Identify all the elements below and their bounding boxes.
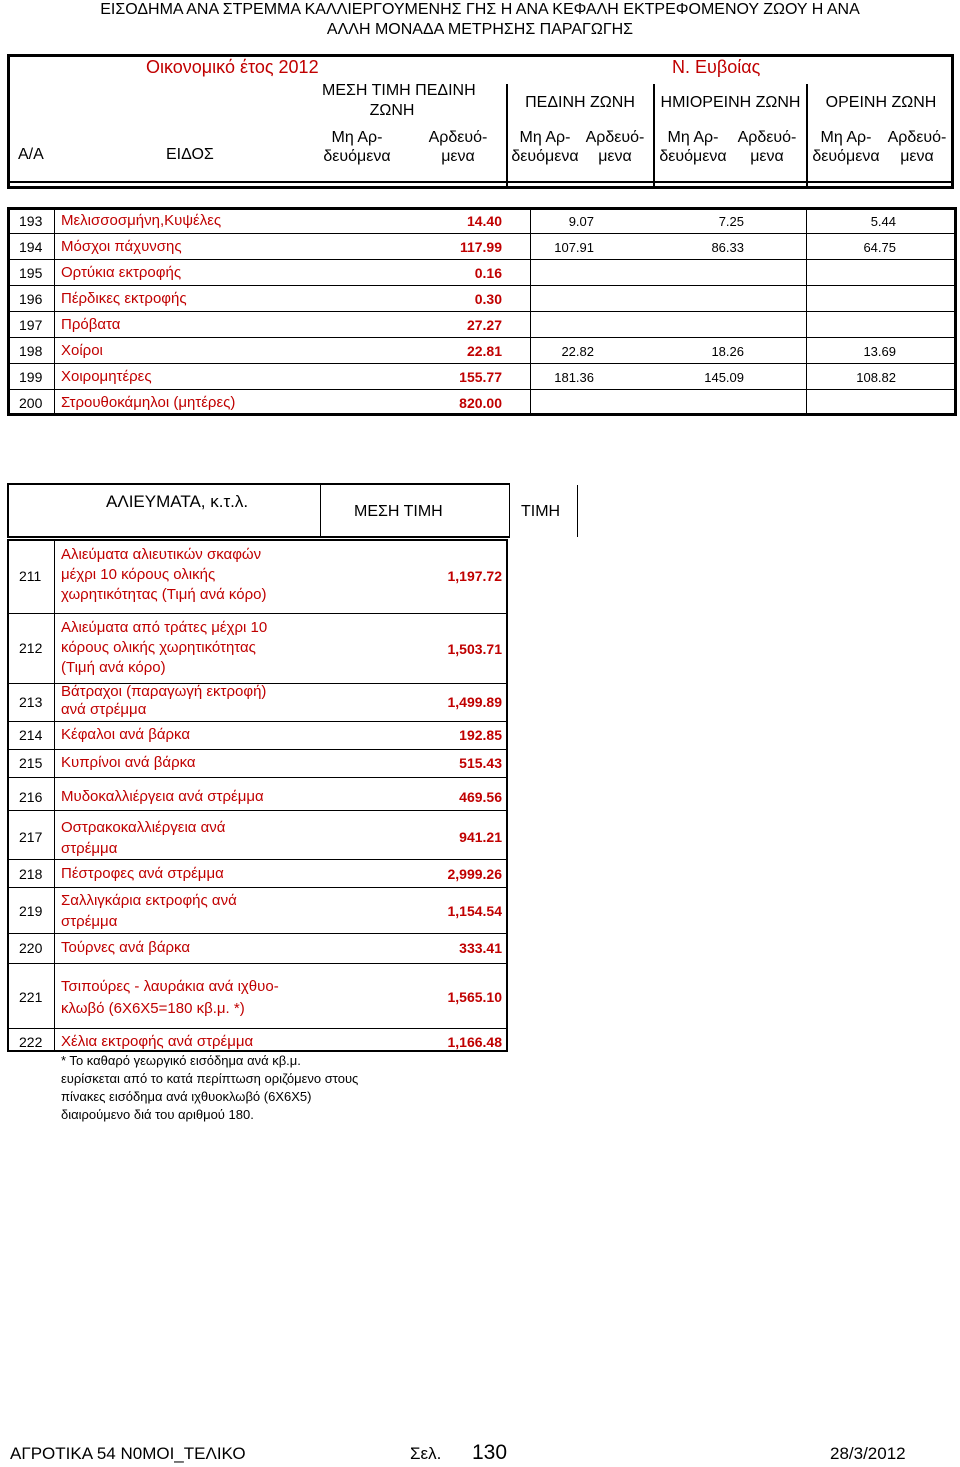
fish-211-aa: 211 [19, 568, 42, 584]
row-198-plain: 22.82 [561, 344, 594, 359]
row-193-plain: 9.07 [568, 214, 594, 229]
row-199-plain: 181.36 [554, 370, 594, 385]
fish-213-aa: 213 [19, 694, 43, 710]
fish-220-aa: 220 [19, 940, 43, 956]
row-196-mean: 0.30 [474, 291, 502, 307]
row-199-mean: 155.77 [459, 369, 502, 385]
plain-nonirrigated-header: Μη Αρ- δευόμενα [511, 129, 579, 165]
fish-217-desc: Οστρακοκαλλιέργεια ανά στρέμμα [61, 819, 226, 857]
row-195-name: Ορτύκια εκτροφής [61, 264, 182, 281]
fish-216-aa: 216 [19, 789, 43, 805]
fish-214-aa: 214 [19, 727, 43, 743]
mean-price-header: ΜΕΣΗ ΤΙΜΗ ΠΕΔΙΝΗ [322, 82, 476, 99]
footer-doc-name: ΑΓΡΟΤΙΚΑ 54 Ν0ΜΟΙ_ΤΕΛΙΚΟ [10, 1444, 246, 1463]
row-198-aa: 198 [19, 343, 43, 359]
fish-218-value: 2,999.26 [447, 866, 502, 882]
row-199-semi: 145.09 [704, 370, 744, 385]
fish-215-aa: 215 [19, 755, 43, 771]
fish-212-value: 1,503.71 [447, 641, 502, 657]
row-194-mountain: 64.75 [863, 240, 896, 255]
fish-215-value: 515.43 [459, 755, 502, 771]
row-200-name: Στρουθοκάμηλοι (μητέρες) [61, 394, 236, 411]
semi-nonirrigated-header: Μη Αρ- δευόμενα [659, 129, 727, 165]
row-200-mean: 820.00 [459, 395, 502, 411]
fish-212-desc: Αλιεύματα από τράτες μέχρι 10 κόρους ολικής χωρητικότητας (Τιμή ανά κόρο) [61, 619, 268, 676]
fish-216-desc: Μυδοκαλλιέργεια ανά στρέμμα [61, 788, 264, 805]
row-200-aa: 200 [19, 395, 43, 411]
mountain-nonirrigated-header: Μη Αρ- δευόμενα [812, 129, 880, 165]
zone-plain-header: ΠΕΔΙΝΗ ΖΩΝΗ [525, 94, 635, 111]
row-196-name: Πέρδικες εκτροφής [61, 290, 187, 307]
row-195-aa: 195 [19, 265, 43, 281]
mean-price-zone: ΖΩΝΗ [369, 102, 415, 119]
row-193-name: Μελισσοσμήνη,Κυψέλες [61, 212, 222, 229]
row-194-semi: 86.33 [711, 240, 744, 255]
row-194-name: Μόσχοι πάχυνσης [61, 238, 182, 255]
document-title-line2: ΑΛΛΗ ΜΟΝΑΔΑ ΜΕΤΡΗΣΗΣ ΠΑΡΑΓΩΓΗΣ [326, 21, 634, 38]
row-193-mountain: 5.44 [870, 214, 896, 229]
fish-217-value: 941.21 [459, 829, 502, 845]
fish-221-desc: Τσιπούρες - λαυράκια ανά ιχθυο- κλωβό (6Χ6Χ5=180 κβ.μ. *) [61, 978, 279, 1017]
row-193-semi: 7.25 [718, 214, 744, 229]
fish-222-aa: 222 [19, 1034, 43, 1050]
prefecture: Ν. Ευβοίας [672, 57, 761, 77]
fiscal-year: Οικονομικό έτος 2012 [146, 57, 319, 77]
col-item-header: ΕΙΔΟΣ [166, 146, 214, 163]
col-aa-header: Α/Α [18, 146, 44, 163]
mean-nonirrigated-header: Μη Αρ- δευόμενα [323, 129, 391, 165]
zone-semi-header: ΗΜΙΟΡΕΙΝΗ ΖΩΝΗ [660, 94, 801, 111]
footer-page-label: Σελ. [410, 1444, 442, 1463]
fish-217-aa: 217 [19, 829, 43, 845]
row-193-aa: 193 [19, 213, 43, 229]
fish-mean-price-header: ΜΕΣΗ ΤΙΜΗ [354, 503, 443, 520]
fish-222-value: 1,166.48 [447, 1034, 502, 1050]
semi-irrigated-header: Αρδευό- μενα [737, 129, 797, 165]
row-199-aa: 199 [19, 369, 43, 385]
fish-220-value: 333.41 [459, 940, 502, 956]
row-199-mountain: 108.82 [856, 370, 896, 385]
footer-date: 28/3/2012 [830, 1444, 906, 1463]
fish-211-desc: Αλιεύματα αλιευτικών σκαφών μέχρι 10 κόρους ολικής χωρητικότητας (Τιμή ανά κόρο) [61, 546, 267, 603]
row-194-plain: 107.91 [554, 240, 594, 255]
fish-213-desc: Βάτραχοι (παραγωγή εκτροφή) ανά στρέμμα [61, 683, 267, 718]
row-196-aa: 196 [19, 291, 43, 307]
fish-221-value: 1,565.10 [447, 989, 502, 1005]
row-195-mean: 0.16 [474, 265, 502, 281]
row-198-name: Χοίροι [61, 342, 103, 359]
fish-212-aa: 212 [19, 640, 43, 656]
row-198-semi: 18.26 [711, 344, 744, 359]
row-197-mean: 27.27 [466, 317, 502, 333]
fish-218-desc: Πέστροφες ανά στρέμμα [61, 865, 224, 882]
fish-222-desc: Χέλια εκτροφής ανά στρέμμα [61, 1033, 254, 1050]
mean-irrigated-header: Αρδευό- μενα [428, 129, 488, 165]
fish-section-title: ΑΛΙΕΥΜΑΤΑ, κ.τ.λ. [106, 492, 249, 511]
footnote: * Το καθαρό γεωργικό εισόδημα ανά κβ.μ. ευρίσκεται από το κατά περίπτωση οριζόμενο στους πίνακες εισόδημα ανά ιχθυοκλωβό (6Χ6Χ5) διαιρούμενο διά του αριθμού 180. [61, 1053, 359, 1122]
footer-page-number: 130 [472, 1441, 508, 1464]
fish-219-desc: Σαλλιγκάρια εκτροφής ανά στρέμμα [61, 892, 237, 930]
fish-price-header: ΤΙΜΗ [521, 503, 561, 520]
row-193-mean: 14.40 [466, 213, 502, 229]
row-194-aa: 194 [19, 239, 43, 255]
fish-221-aa: 221 [19, 989, 43, 1005]
row-199-name: Χοιρομητέρες [61, 368, 152, 385]
fish-214-desc: Κέφαλοι ανά βάρκα [61, 726, 191, 743]
row-197-aa: 197 [19, 317, 43, 333]
row-194-mean: 117.99 [459, 239, 502, 255]
fish-211-value: 1,197.72 [447, 568, 502, 584]
fish-215-desc: Κυπρίνοι ανά βάρκα [61, 754, 196, 771]
row-197-name: Πρόβατα [61, 316, 121, 333]
row-198-mountain: 13.69 [863, 344, 896, 359]
document-title-line1: ΕΙΣΟΔΗΜΑ ΑΝΑ ΣΤΡΕΜΜΑ ΚΑΛΛΙΕΡΓΟΥΜΕΝΗΣ ΓΗΣ Η ΑΝΑ ΚΕΦΑΛΗ ΕΚΤΡΕΦΟΜΕΝΟΥ ΖΩΟΥ Η ΑΝΑ [100, 1, 860, 18]
mountain-irrigated-header: Αρδευό- μενα [887, 129, 947, 165]
fish-218-aa: 218 [19, 866, 43, 882]
fish-214-value: 192.85 [459, 727, 502, 743]
fish-213-value: 1,499.89 [447, 694, 502, 710]
zone-mountain-header: ΟΡΕΙΝΗ ΖΩΝΗ [825, 94, 937, 111]
fish-219-value: 1,154.54 [447, 903, 502, 919]
plain-irrigated-header: Αρδευό- μενα [585, 129, 645, 165]
fish-220-desc: Τούρνες ανά βάρκα [61, 939, 191, 956]
fish-219-aa: 219 [19, 903, 43, 919]
row-198-mean: 22.81 [466, 343, 502, 359]
fish-216-value: 469.56 [459, 789, 502, 805]
